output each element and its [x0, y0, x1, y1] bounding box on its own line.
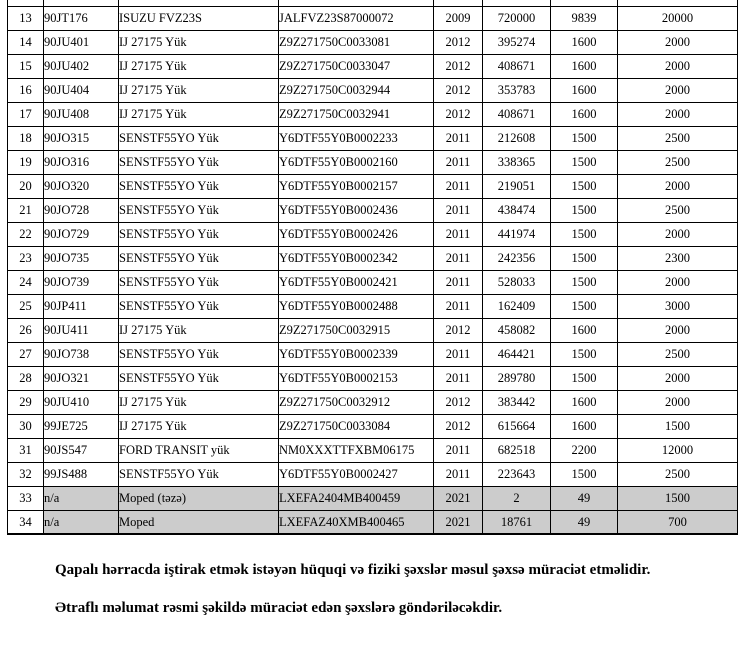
plate-cell: 90JO320 — [44, 174, 119, 198]
row-number-cell: 20 — [8, 174, 44, 198]
vin-cell: LXEFAZ40XMB400465 — [279, 510, 434, 534]
year-cell: 2011 — [434, 438, 483, 462]
engine-volume-cell: 1500 — [551, 126, 618, 150]
note-paragraph-2: Ətraflı məlumat rəsmi şəkildə müraciət edən şəxslərə göndəriləcəkdir. — [55, 599, 503, 616]
vin-cell: JALFVZ23S87000072 — [279, 6, 434, 30]
engine-volume-cell: 1600 — [551, 54, 618, 78]
model-cell: Moped — [119, 510, 279, 534]
engine-volume-cell: 1500 — [551, 294, 618, 318]
table-row — [8, 102, 738, 126]
year-cell: 2012 — [434, 390, 483, 414]
mileage-cell: 395274 — [483, 30, 551, 54]
price-cell: 2000 — [618, 390, 738, 414]
model-cell: SENSTF55YO Yük — [119, 174, 279, 198]
mileage-cell: 720000 — [483, 6, 551, 30]
table-row — [8, 198, 738, 222]
row-number-cell: 28 — [8, 366, 44, 390]
table-row — [8, 342, 738, 366]
table-row — [8, 54, 738, 78]
plate-cell: 90JU410 — [44, 390, 119, 414]
year-cell: 2012 — [434, 318, 483, 342]
year-cell: 2011 — [434, 174, 483, 198]
price-cell: 2000 — [618, 270, 738, 294]
year-cell: 2021 — [434, 486, 483, 510]
vin-cell: Z9Z271750C0033081 — [279, 30, 434, 54]
mileage-cell: 353783 — [483, 78, 551, 102]
plate-cell: 90JU401 — [44, 30, 119, 54]
engine-volume-cell: 1600 — [551, 414, 618, 438]
row-number-cell: 13 — [8, 6, 44, 30]
model-cell: IJ 27175 Yük — [119, 390, 279, 414]
engine-volume-cell: 49 — [551, 510, 618, 534]
note-paragraph-1: Qapalı hərracda iştirak etmək istəyən hüquqi və fiziki şəxslər məsul şəxsə müraciət etməlidir. — [55, 562, 651, 578]
plate-cell: 90JS547 — [44, 438, 119, 462]
row-number-cell: 22 — [8, 222, 44, 246]
year-cell: 2012 — [434, 78, 483, 102]
price-cell: 700 — [618, 510, 738, 534]
plate-cell: n/a — [44, 486, 119, 510]
price-cell: 2000 — [618, 174, 738, 198]
table-row — [8, 150, 738, 174]
price-cell: 2300 — [618, 246, 738, 270]
price-cell: 2000 — [618, 54, 738, 78]
model-cell: IJ 27175 Yük — [119, 414, 279, 438]
mileage-cell: 2 — [483, 486, 551, 510]
model-cell: IJ 27175 Yük — [119, 54, 279, 78]
year-cell: 2011 — [434, 246, 483, 270]
plate-cell: 90JO738 — [44, 342, 119, 366]
row-number-cell: 30 — [8, 414, 44, 438]
model-cell: IJ 27175 Yük — [119, 30, 279, 54]
model-cell: SENSTF55YO Yük — [119, 462, 279, 486]
mileage-cell: 18761 — [483, 510, 551, 534]
model-cell: IJ 27175 Yük — [119, 102, 279, 126]
mileage-cell: 615664 — [483, 414, 551, 438]
price-cell: 2500 — [618, 342, 738, 366]
year-cell: 2011 — [434, 126, 483, 150]
row-number-cell: 19 — [8, 150, 44, 174]
plate-cell: 90JO315 — [44, 126, 119, 150]
table-row — [8, 6, 738, 30]
model-cell: FORD TRANSIT yük — [119, 438, 279, 462]
year-cell: 2011 — [434, 342, 483, 366]
vehicle-table — [7, 0, 738, 535]
row-number-cell: 18 — [8, 126, 44, 150]
mileage-cell: 219051 — [483, 174, 551, 198]
table-row — [8, 318, 738, 342]
table-row — [8, 270, 738, 294]
engine-volume-cell: 1600 — [551, 318, 618, 342]
year-cell: 2012 — [434, 414, 483, 438]
row-number-cell: 29 — [8, 390, 44, 414]
plate-cell: 90JO316 — [44, 150, 119, 174]
plate-cell: 90JT176 — [44, 6, 119, 30]
plate-cell: 90JO739 — [44, 270, 119, 294]
mileage-cell: 458082 — [483, 318, 551, 342]
price-cell: 2500 — [618, 462, 738, 486]
engine-volume-cell: 2200 — [551, 438, 618, 462]
table-row — [8, 126, 738, 150]
mileage-cell: 441974 — [483, 222, 551, 246]
table-row — [8, 30, 738, 54]
price-cell: 1500 — [618, 486, 738, 510]
plate-cell: 90JO728 — [44, 198, 119, 222]
model-cell: SENSTF55YO Yük — [119, 342, 279, 366]
price-cell: 2500 — [618, 198, 738, 222]
year-cell: 2011 — [434, 366, 483, 390]
table-row — [8, 390, 738, 414]
mileage-cell: 338365 — [483, 150, 551, 174]
plate-cell: 90JO321 — [44, 366, 119, 390]
price-cell: 2000 — [618, 222, 738, 246]
mileage-cell: 408671 — [483, 102, 551, 126]
table-row — [8, 366, 738, 390]
mileage-cell: 682518 — [483, 438, 551, 462]
price-cell: 2000 — [618, 318, 738, 342]
model-cell: SENSTF55YO Yük — [119, 222, 279, 246]
engine-volume-cell: 1500 — [551, 246, 618, 270]
mileage-cell: 383442 — [483, 390, 551, 414]
plate-cell: 90JO729 — [44, 222, 119, 246]
year-cell: 2012 — [434, 102, 483, 126]
model-cell: SENSTF55YO Yük — [119, 246, 279, 270]
table-row — [8, 294, 738, 318]
model-cell: IJ 27175 Yük — [119, 318, 279, 342]
engine-volume-cell: 1500 — [551, 150, 618, 174]
table-row — [8, 222, 738, 246]
row-number-cell: 31 — [8, 438, 44, 462]
year-cell: 2012 — [434, 54, 483, 78]
vin-cell: Z9Z271750C0032915 — [279, 318, 434, 342]
table-row — [8, 246, 738, 270]
vin-cell: Z9Z271750C0033047 — [279, 54, 434, 78]
plate-cell: 90JU402 — [44, 54, 119, 78]
row-number-cell: 34 — [8, 510, 44, 534]
table-row — [8, 438, 738, 462]
price-cell: 2000 — [618, 102, 738, 126]
vin-cell: Y6DTF55Y0B0002426 — [279, 222, 434, 246]
model-cell: SENSTF55YO Yük — [119, 150, 279, 174]
row-number-cell: 23 — [8, 246, 44, 270]
price-cell: 3000 — [618, 294, 738, 318]
row-number-cell: 16 — [8, 78, 44, 102]
vin-cell: Y6DTF55Y0B0002339 — [279, 342, 434, 366]
price-cell: 12000 — [618, 438, 738, 462]
price-cell: 20000 — [618, 6, 738, 30]
year-cell: 2011 — [434, 222, 483, 246]
plate-cell: n/a — [44, 510, 119, 534]
plate-cell: 90JU411 — [44, 318, 119, 342]
vin-cell: Y6DTF55Y0B0002233 — [279, 126, 434, 150]
model-cell: Moped (təzə) — [119, 486, 279, 510]
vin-cell: Y6DTF55Y0B0002427 — [279, 462, 434, 486]
price-cell: 2500 — [618, 126, 738, 150]
model-cell: SENSTF55YO Yük — [119, 294, 279, 318]
engine-volume-cell: 1500 — [551, 462, 618, 486]
engine-volume-cell: 1600 — [551, 78, 618, 102]
vehicle-table-body — [8, 0, 738, 534]
year-cell: 2011 — [434, 198, 483, 222]
row-number-cell: 25 — [8, 294, 44, 318]
engine-volume-cell: 1500 — [551, 342, 618, 366]
plate-cell: 99JE725 — [44, 414, 119, 438]
model-cell: SENSTF55YO Yük — [119, 270, 279, 294]
price-cell: 2000 — [618, 366, 738, 390]
price-cell: 2500 — [618, 150, 738, 174]
table-row — [8, 462, 738, 486]
vin-cell: Z9Z271750C0032941 — [279, 102, 434, 126]
vin-cell: Z9Z271750C0032944 — [279, 78, 434, 102]
plate-cell: 90JP411 — [44, 294, 119, 318]
vin-cell: Y6DTF55Y0B0002436 — [279, 198, 434, 222]
engine-volume-cell: 1500 — [551, 270, 618, 294]
vin-cell: Y6DTF55Y0B0002160 — [279, 150, 434, 174]
engine-volume-cell: 1500 — [551, 222, 618, 246]
vin-cell: Z9Z271750C0032912 — [279, 390, 434, 414]
plate-cell: 90JO735 — [44, 246, 119, 270]
mileage-cell: 464421 — [483, 342, 551, 366]
price-cell: 2000 — [618, 30, 738, 54]
engine-volume-cell: 1600 — [551, 390, 618, 414]
engine-volume-cell: 9839 — [551, 6, 618, 30]
plate-cell: 90JU408 — [44, 102, 119, 126]
row-number-cell: 27 — [8, 342, 44, 366]
year-cell: 2012 — [434, 30, 483, 54]
mileage-cell: 438474 — [483, 198, 551, 222]
vin-cell: Y6DTF55Y0B0002488 — [279, 294, 434, 318]
mileage-cell: 162409 — [483, 294, 551, 318]
model-cell: IJ 27175 Yük — [119, 78, 279, 102]
year-cell: 2011 — [434, 462, 483, 486]
vin-cell: Y6DTF55Y0B0002153 — [279, 366, 434, 390]
year-cell: 2011 — [434, 294, 483, 318]
mileage-cell: 242356 — [483, 246, 551, 270]
engine-volume-cell: 1500 — [551, 366, 618, 390]
engine-volume-cell: 49 — [551, 486, 618, 510]
engine-volume-cell: 1500 — [551, 198, 618, 222]
year-cell: 2021 — [434, 510, 483, 534]
mileage-cell: 223643 — [483, 462, 551, 486]
model-cell: ISUZU FVZ23S — [119, 6, 279, 30]
row-number-cell: 15 — [8, 54, 44, 78]
mileage-cell: 408671 — [483, 54, 551, 78]
engine-volume-cell: 1600 — [551, 102, 618, 126]
table-row — [8, 174, 738, 198]
plate-cell: 99JS488 — [44, 462, 119, 486]
mileage-cell: 212608 — [483, 126, 551, 150]
table-row — [8, 486, 738, 510]
row-number-cell: 26 — [8, 318, 44, 342]
year-cell: 2009 — [434, 6, 483, 30]
table-row — [8, 510, 738, 534]
price-cell: 2000 — [618, 78, 738, 102]
row-number-cell: 33 — [8, 486, 44, 510]
row-number-cell: 21 — [8, 198, 44, 222]
mileage-cell: 289780 — [483, 366, 551, 390]
model-cell: SENSTF55YO Yük — [119, 126, 279, 150]
year-cell: 2011 — [434, 150, 483, 174]
year-cell: 2011 — [434, 270, 483, 294]
notes-section — [55, 561, 698, 619]
model-cell: SENSTF55YO Yük — [119, 198, 279, 222]
table-row — [8, 414, 738, 438]
vin-cell: Y6DTF55Y0B0002342 — [279, 246, 434, 270]
plate-cell: 90JU404 — [44, 78, 119, 102]
vin-cell: LXEFA2404MB400459 — [279, 486, 434, 510]
vin-cell: NM0XXXTTFXBM06175 — [279, 438, 434, 462]
vin-cell: Z9Z271750C0033084 — [279, 414, 434, 438]
table-row — [8, 78, 738, 102]
mileage-cell: 528033 — [483, 270, 551, 294]
vin-cell: Y6DTF55Y0B0002157 — [279, 174, 434, 198]
vin-cell: Y6DTF55Y0B0002421 — [279, 270, 434, 294]
row-number-cell: 14 — [8, 30, 44, 54]
row-number-cell: 24 — [8, 270, 44, 294]
model-cell: SENSTF55YO Yük — [119, 366, 279, 390]
row-number-cell: 17 — [8, 102, 44, 126]
engine-volume-cell: 1500 — [551, 174, 618, 198]
engine-volume-cell: 1600 — [551, 30, 618, 54]
row-number-cell: 32 — [8, 462, 44, 486]
price-cell: 1500 — [618, 414, 738, 438]
